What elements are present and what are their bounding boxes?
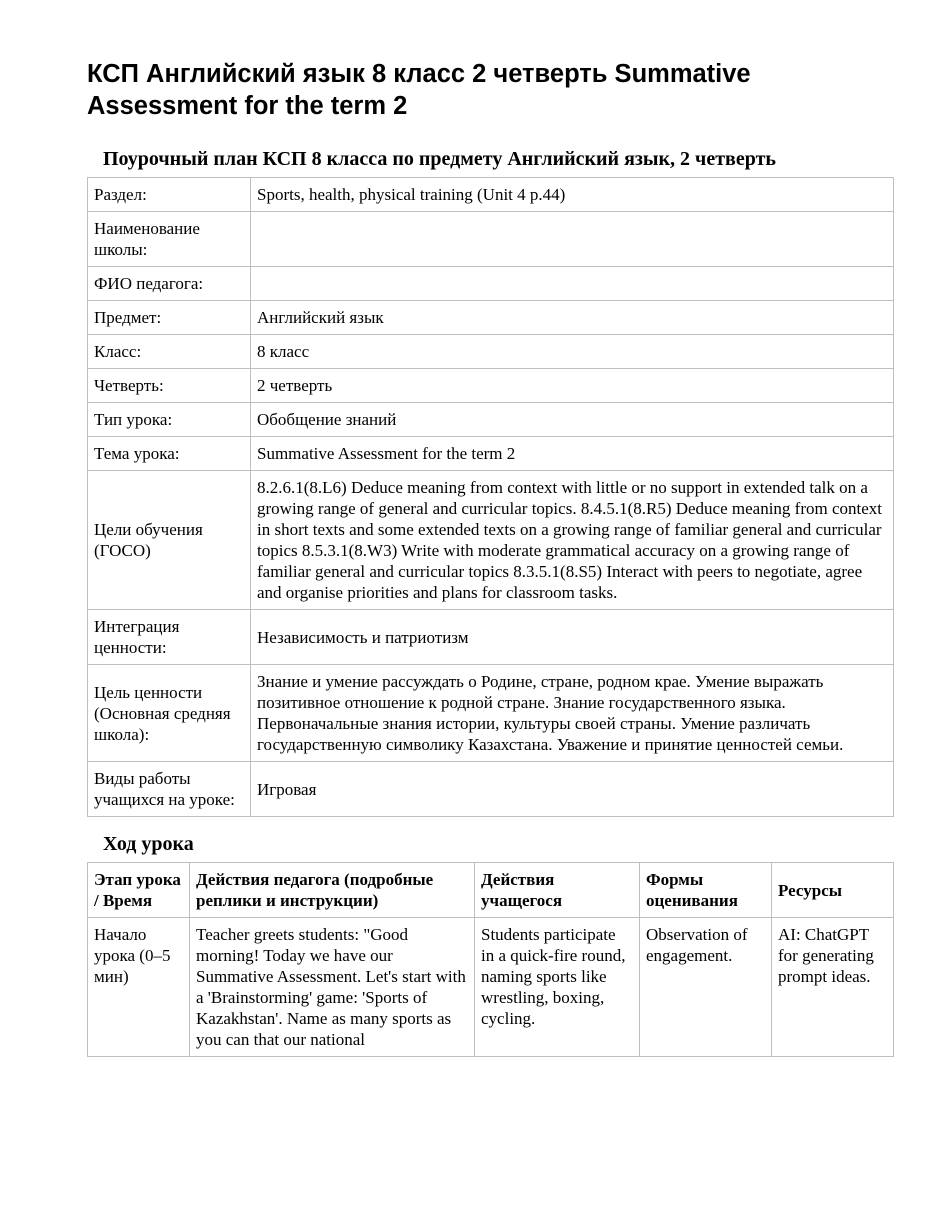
column-header-student-actions: Действия учащегося [475, 863, 640, 918]
info-row-grade [88, 335, 894, 369]
info-label: Виды работы учащихся на уроке: [88, 762, 251, 817]
info-label: Цели обучения (ГОСО) [88, 471, 251, 610]
student-actions-cell: Students participate in a quick-fire round, naming sports like wrestling, boxing, cycling. [475, 918, 640, 1057]
info-value: Английский язык [251, 301, 894, 335]
info-row-lesson-topic [88, 437, 894, 471]
info-row-section [88, 178, 894, 212]
document-page [87, 58, 893, 1057]
info-row-work-types [88, 762, 894, 817]
info-value [251, 267, 894, 301]
column-header-teacher-actions: Действия педагога (подробные реплики и инструкции) [190, 863, 475, 918]
info-label: Раздел: [88, 178, 251, 212]
info-label: Предмет: [88, 301, 251, 335]
info-row-teacher [88, 267, 894, 301]
info-row-value-integration [88, 610, 894, 665]
info-label: Четверть: [88, 369, 251, 403]
info-value: Независимость и патриотизм [251, 610, 894, 665]
lesson-progress-table [87, 862, 894, 1057]
info-value: 8.2.6.1(8.L6) Deduce meaning from context with little or no support in extended talk on a growing range of general and curricular topics. 8.4.5.1(8.R5) Deduce meaning from context in short texts and some extended texts on a growing range of familiar general and curricular topics 8.5.3.1(8.W3) Write with moderate grammatical accuracy on a growing range of familiar general and curricular topics 8.3.5.1(8.S5) Interact with peers to negotiate, agree and organise priorities and plans for classroom tasks. [251, 471, 894, 610]
lesson-info-table [87, 177, 894, 817]
lesson-header-row [88, 863, 894, 918]
plan-heading: Поурочный план КСП 8 класса по предмету Английский язык, 2 четверть [103, 148, 776, 170]
teacher-actions-cell: Teacher greets students: "Good morning! Today we have our Summative Assessment. Let's start with a 'Brainstorming' game: 'Sports of Kazakhstan'. Name as many sports as you can that our national [190, 918, 475, 1057]
info-label: Интеграция ценности: [88, 610, 251, 665]
resources-cell: AI: ChatGPT for generating prompt ideas. [772, 918, 894, 1057]
info-label: ФИО педагога: [88, 267, 251, 301]
info-value: 2 четверть [251, 369, 894, 403]
info-label: Класс: [88, 335, 251, 369]
info-row-subject [88, 301, 894, 335]
info-value: Sports, health, physical training (Unit 4 p.44) [251, 178, 894, 212]
column-header-resources: Ресурсы [772, 863, 894, 918]
info-value [251, 212, 894, 267]
info-row-lesson-type [88, 403, 894, 437]
info-label: Цель ценности (Основная средняя школа): [88, 665, 251, 762]
info-value: Знание и умение рассуждать о Родине, стране, родном крае. Умение выражать позитивное отношение к родной стране. Знание государственного языка. Первоначальные знания истории, культуры своей страны. Умение различать государственную символику Казахстана. Уважение и принятие ценностей семьи. [251, 665, 894, 762]
info-value: Обобщение знаний [251, 403, 894, 437]
info-label: Наименование школы: [88, 212, 251, 267]
column-header-assessment: Формы оценивания [640, 863, 772, 918]
lesson-progress-heading: Ход урока [103, 833, 194, 855]
column-header-stage: Этап урока / Время [88, 863, 190, 918]
table-row [88, 918, 894, 1057]
info-label: Тип урока: [88, 403, 251, 437]
document-title: КСП Английский язык 8 класс 2 четверть Summative Assessment for the term 2 [87, 60, 751, 120]
info-row-school [88, 212, 894, 267]
info-row-value-goal [88, 665, 894, 762]
info-row-quarter [88, 369, 894, 403]
info-value: 8 класс [251, 335, 894, 369]
assessment-cell: Observation of engagement. [640, 918, 772, 1057]
info-row-learning-objectives [88, 471, 894, 610]
info-label: Тема урока: [88, 437, 251, 471]
info-value: Summative Assessment for the term 2 [251, 437, 894, 471]
stage-cell: Начало урока (0–5 мин) [88, 918, 190, 1057]
info-value: Игровая [251, 762, 894, 817]
